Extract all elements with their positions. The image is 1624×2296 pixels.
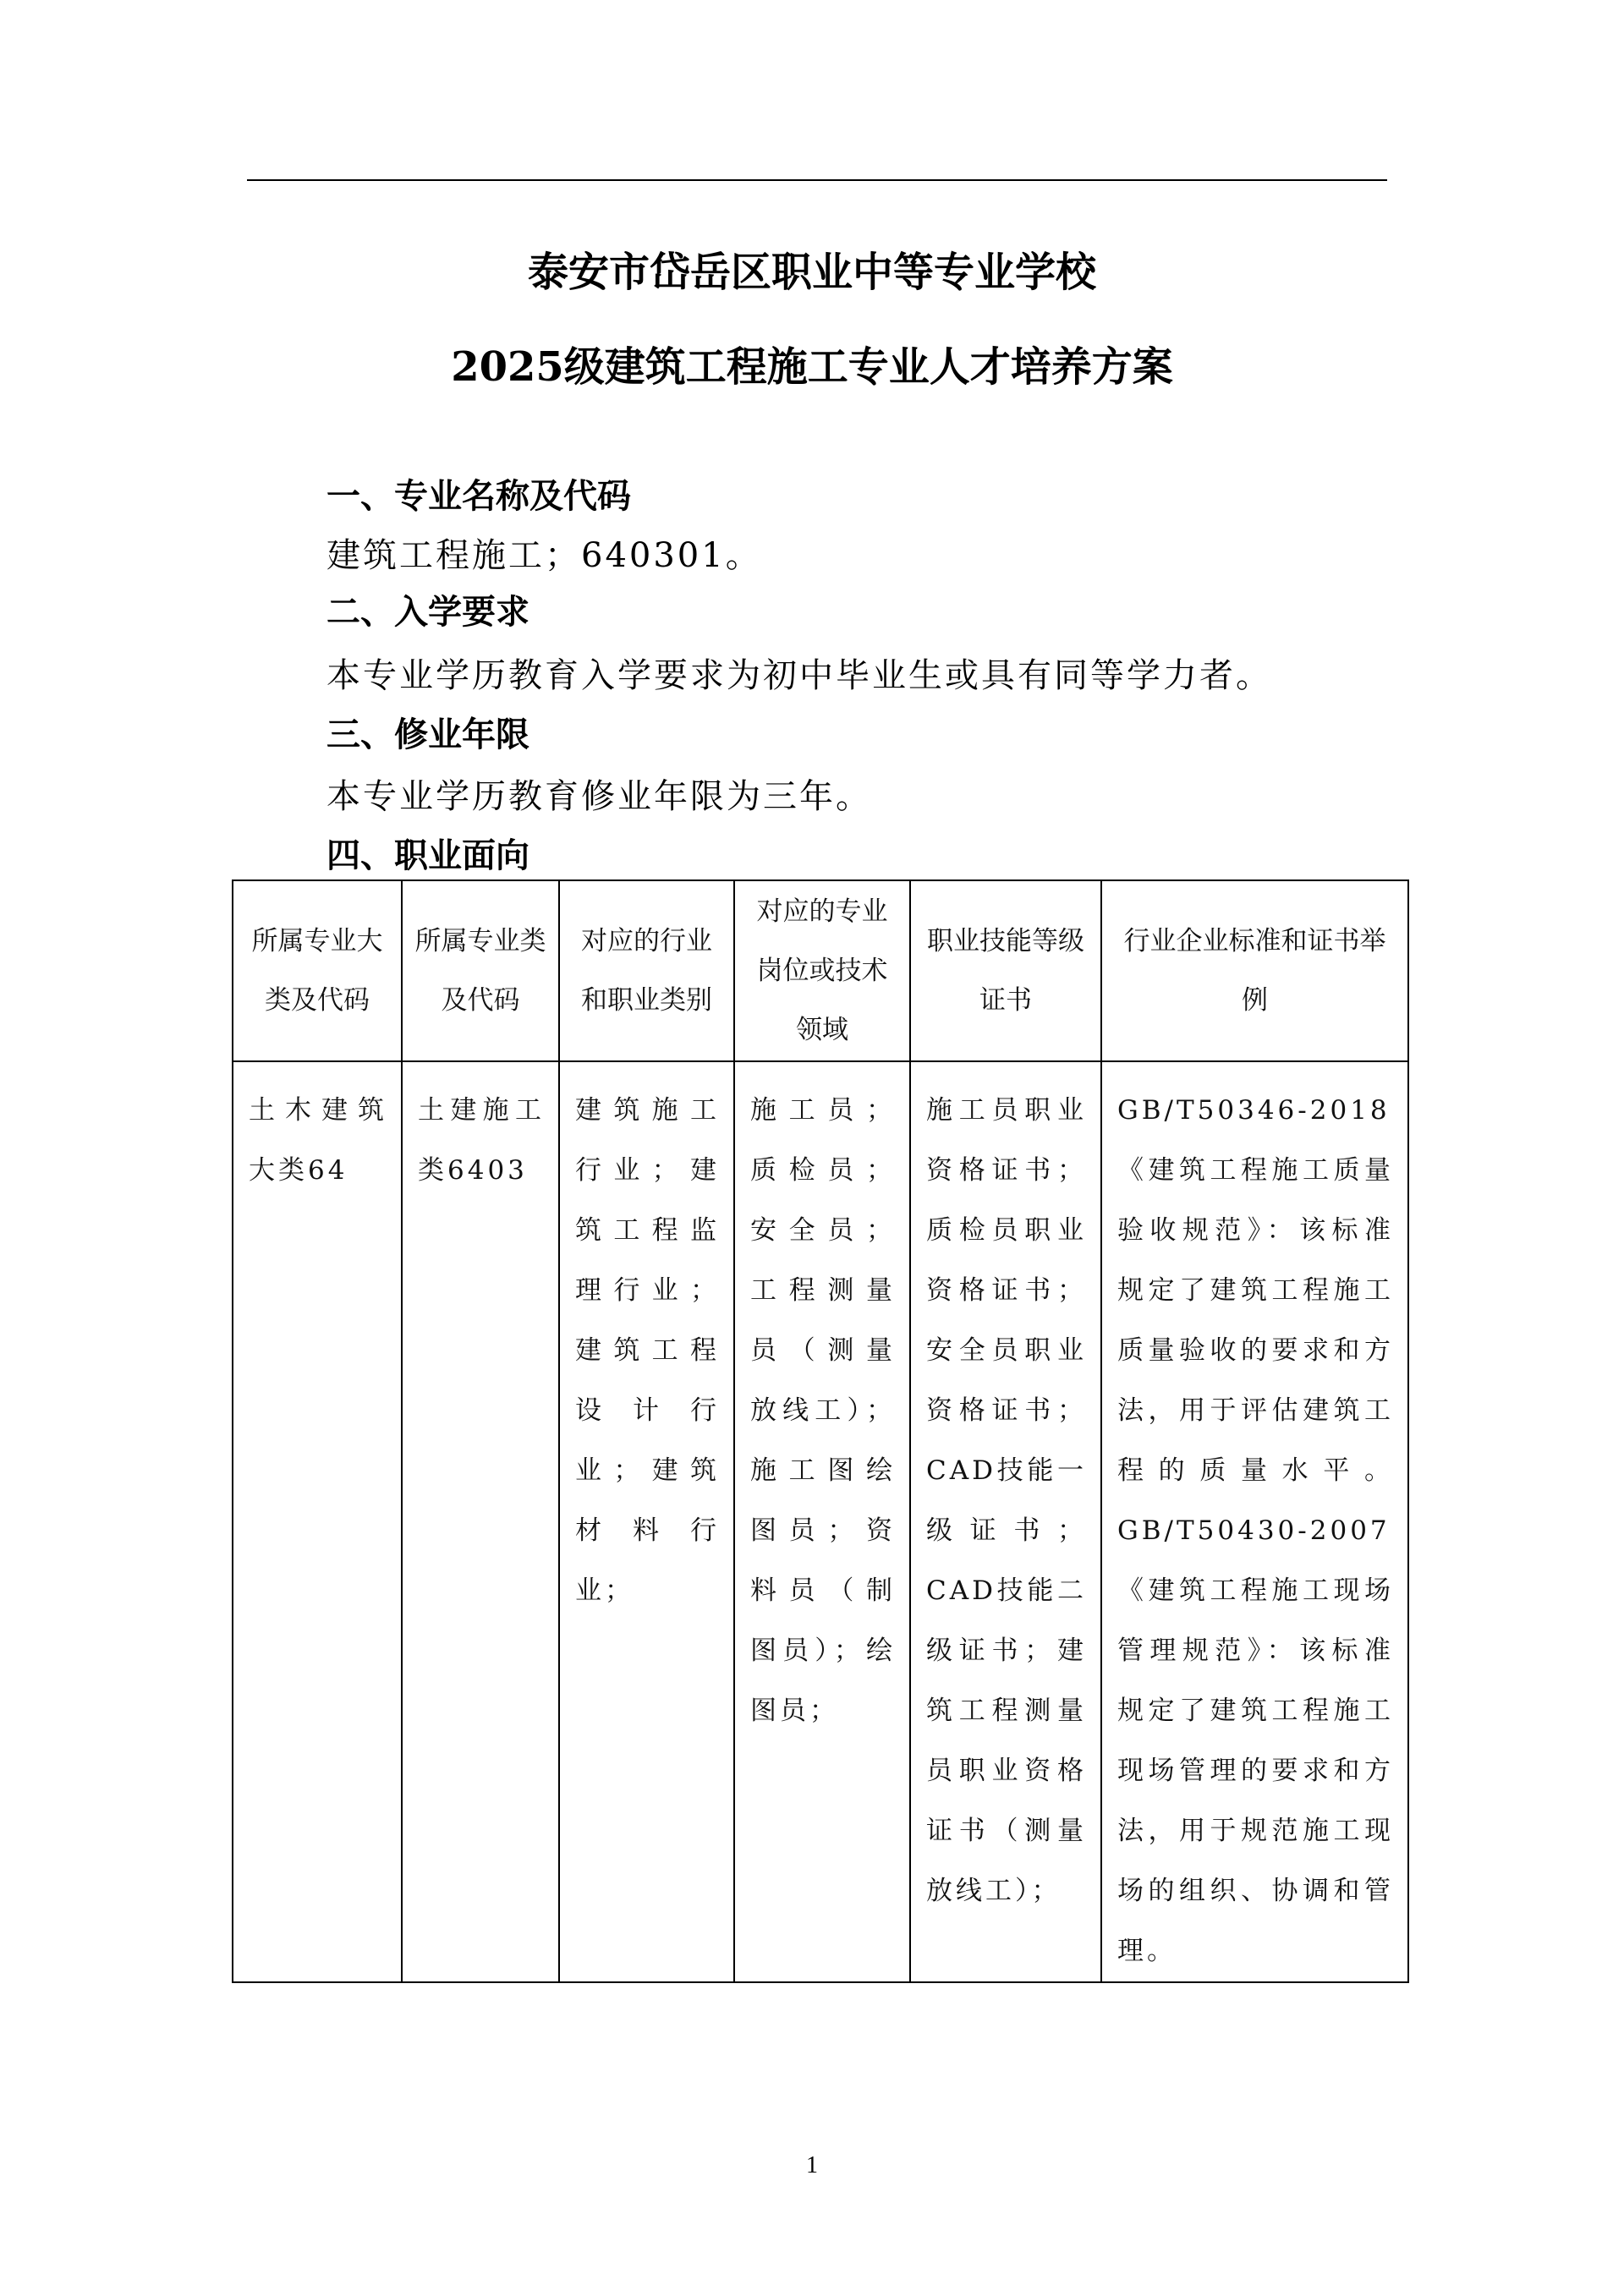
table-header-row <box>233 880 1408 1061</box>
section-text-duration: 本专业学历教育修业年限为三年。 <box>326 777 872 816</box>
table-cell-certificates: 施工员职业资格证书；质检员职业资格证书；安全员职业资格证书；CAD技能一级证书；CAD技能二级证书；建筑工程测量员职业资格证书（测量放线工）； <box>910 1061 1101 1982</box>
table-header-cell: 对应的行业和职业类别 <box>559 880 734 1061</box>
table-row <box>233 1061 1408 1982</box>
table-header-cell: 所属专业类及代码 <box>402 880 559 1061</box>
section-heading-major: 一、专业名称及代码 <box>326 477 631 516</box>
table-cell-standards: GB/T50346-2018《建筑工程施工质量验收规范》：该标准规定了建筑工程施工质量验收的要求和方法，用于评估建筑工程的质量水平。GB/T50430-2007《建筑工程施工现场管理规范》：该标准规定了建筑工程施工现场管理的要求和方法，用于规范施工现场的组织、协调和管理。 <box>1101 1061 1408 1982</box>
section-text-major: 建筑工程施工；640301。 <box>326 536 762 575</box>
table-cell-class: 土建施工类6403 <box>402 1061 559 1982</box>
table-cell-positions: 施工员；质检员；安全员；工程测量员（测量放线工）；施工图绘图员；资料员（制图员）；绘图员； <box>734 1061 910 1982</box>
section-heading-admission: 二、入学要求 <box>326 593 529 632</box>
table-header-cell: 职业技能等级证书 <box>910 880 1101 1061</box>
table-cell-category: 土木建筑大类64 <box>233 1061 402 1982</box>
occupation-table <box>232 879 1409 1983</box>
document-title-line2: 2025级建筑工程施工专业人才培养方案 <box>451 343 1173 391</box>
table-header-cell: 对应的专业岗位或技术领域 <box>734 880 910 1061</box>
header-rule <box>247 179 1387 181</box>
document-title-line1: 泰安市岱岳区职业中等专业学校 <box>527 249 1096 296</box>
page-number: 1 <box>806 2152 818 2178</box>
table-header-cell: 行业企业标准和证书举例 <box>1101 880 1408 1061</box>
section-heading-occupation: 四、职业面向 <box>326 836 529 875</box>
section-text-admission: 本专业学历教育入学要求为初中毕业生或具有同等学力者。 <box>326 656 1272 695</box>
section-heading-duration: 三、修业年限 <box>326 715 529 754</box>
table-cell-industry: 建筑施工行业；建筑工程监理行业；建筑工程设计行业；建筑材料行业； <box>559 1061 734 1982</box>
table-header-cell: 所属专业大类及代码 <box>233 880 402 1061</box>
